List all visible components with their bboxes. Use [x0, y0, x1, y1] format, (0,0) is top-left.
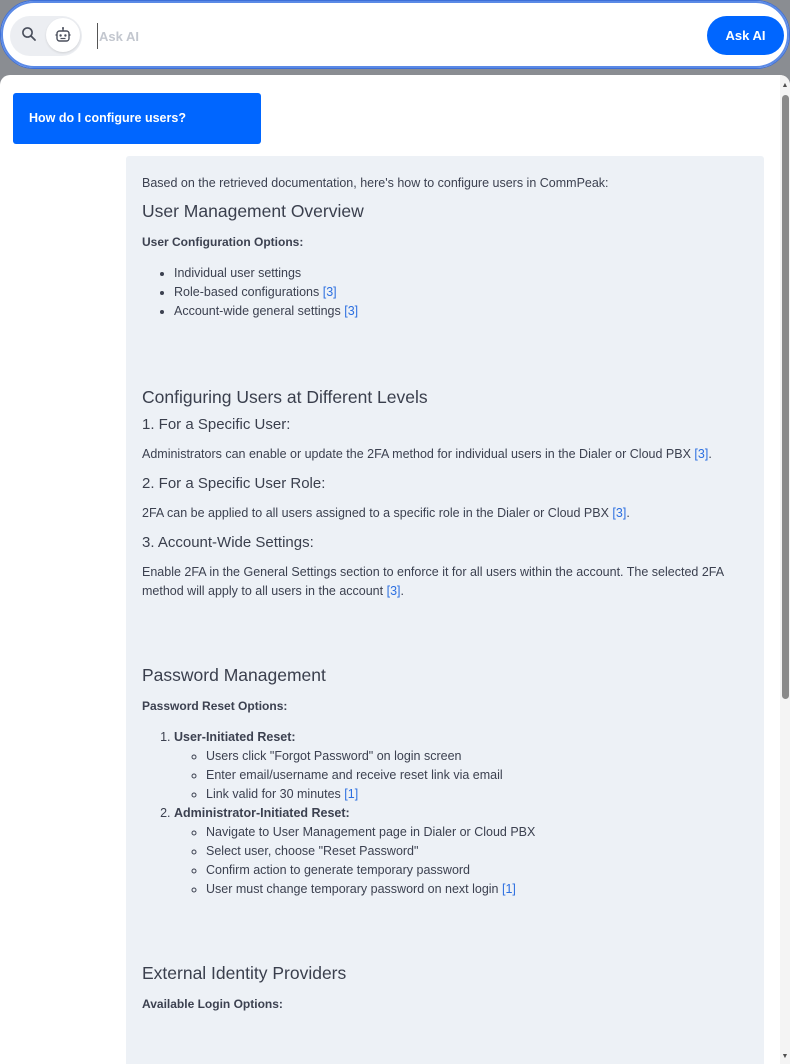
list-item: ◦ Select user, choose "Reset Password": [206, 842, 748, 861]
sub-list: [206, 823, 748, 899]
level-text: Administrators can enable or update the 2FA method for individual users in the Dialer or Cloud PBX [3].: [142, 447, 712, 461]
list-item: ◦ User must change temporary password on next login [1]: [206, 880, 748, 899]
ask-ai-button[interactable]: Ask AI: [707, 16, 784, 55]
section-subtitle: Password Reset Options:: [142, 699, 288, 713]
list-item: • Individual user settings: [174, 264, 748, 283]
level-heading: 1. For a Specific User:: [142, 416, 291, 433]
scroll-down-arrow-icon[interactable]: ▼: [781, 1053, 789, 1060]
answer-intro: Based on the retrieved documentation, here's how to configure users in CommPeak:: [142, 176, 609, 190]
section-title-identity-providers: External Identity Providers: [142, 963, 347, 983]
citation-link[interactable]: [1]: [502, 882, 516, 896]
user-message: How do I configure users?: [13, 93, 261, 144]
list-item: 1. User-Initiated Reset: ◦ Users click "Forgot Password" on login screen ◦ Enter email/username and receive reset link via email ◦ Link valid for 30 minutes [1]: [174, 728, 748, 804]
citation-link[interactable]: [3]: [386, 584, 401, 598]
list-item: ◦ Confirm action to generate temporary password: [206, 861, 748, 880]
list-item: ◦ Navigate to User Management page in Dialer or Cloud PBX: [206, 823, 748, 842]
level-text: Enable 2FA in the General Settings section to enforce it for all users within the account. The selected 2FA method will apply to all users in the account [3].: [142, 565, 724, 598]
scroll-up-arrow-icon[interactable]: ▲: [781, 82, 789, 89]
section-subtitle: Available Login Options:: [142, 997, 283, 1011]
citation-link[interactable]: [3]: [612, 506, 627, 520]
search-icon[interactable]: [21, 26, 37, 42]
list-item: ◦ Enter email/username and receive reset link via email: [206, 766, 748, 785]
section-title-levels: Configuring Users at Different Levels: [142, 387, 428, 407]
list-item: ◦ Users click "Forgot Password" on login screen: [206, 747, 748, 766]
list-item: 2. Administrator-Initiated Reset: ◦ Navigate to User Management page in Dialer or Cloud PBX ◦ Select user, choose "Reset Password" ◦ Confirm action to generate temporary password ◦ User must change temporary password on next login [1]: [174, 804, 748, 899]
level-heading: 2. For a Specific User Role:: [142, 475, 326, 492]
sub-list: [206, 747, 748, 804]
password-reset-list: [174, 728, 748, 899]
list-item: • Account-wide general settings [3]: [174, 302, 748, 321]
citation-link[interactable]: [3]: [694, 447, 709, 461]
chat-panel: [0, 75, 790, 1064]
ai-answer: [126, 156, 764, 1064]
section-title-password: Password Management: [142, 665, 326, 685]
mode-switcher: [10, 16, 82, 56]
citation-link[interactable]: [3]: [322, 285, 337, 299]
level-heading: 3. Account-Wide Settings:: [142, 534, 314, 551]
ask-ai-input[interactable]: [97, 23, 687, 49]
list-item: ◦ Link valid for 30 minutes [1]: [206, 785, 748, 804]
scrollbar-thumb[interactable]: [782, 95, 789, 699]
section-subtitle: User Configuration Options:: [142, 235, 304, 249]
level-text: 2FA can be applied to all users assigned to a specific role in the Dialer or Cloud PBX [3].: [142, 506, 630, 520]
config-options-list: [174, 264, 748, 321]
citation-link[interactable]: [3]: [344, 304, 359, 318]
section-title-user-management: User Management Overview: [142, 201, 364, 221]
list-item: • Role-based configurations [3]: [174, 283, 748, 302]
robot-icon[interactable]: [46, 18, 80, 52]
citation-link[interactable]: [1]: [344, 787, 359, 801]
ask-ai-search-bar: [0, 0, 790, 69]
